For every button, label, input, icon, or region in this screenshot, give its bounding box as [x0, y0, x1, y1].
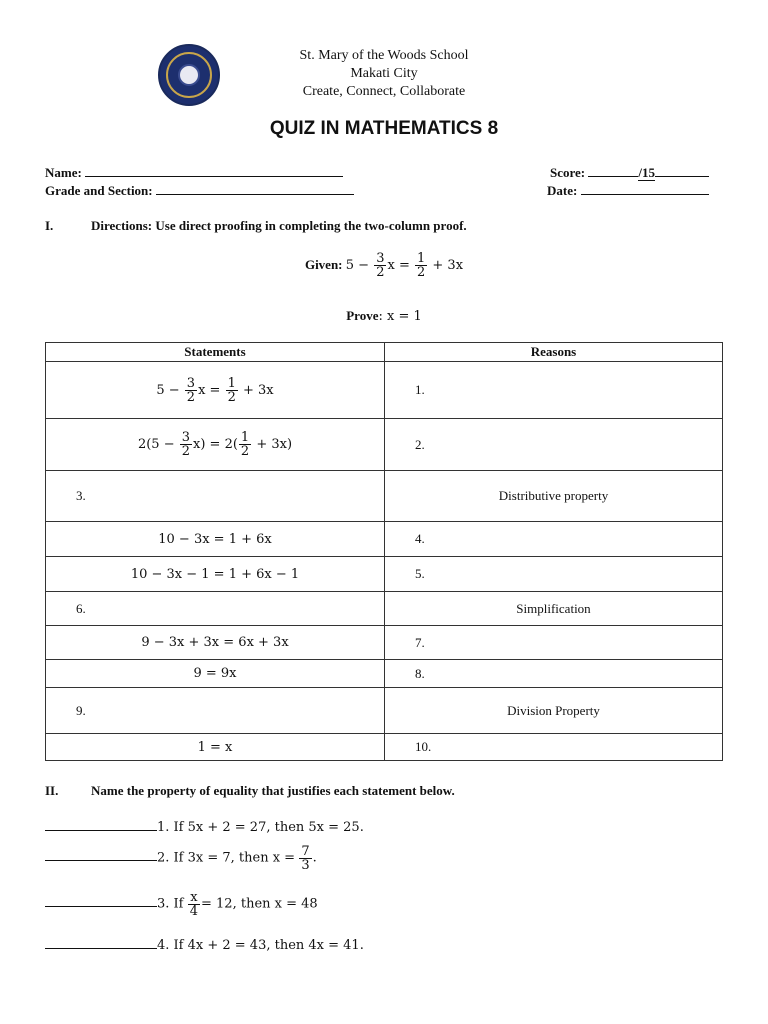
table-row [46, 688, 723, 734]
reason-cell[interactable]: 7. [385, 626, 723, 660]
statement-cell: 9 − 3x + 3x = 6x + 3x [46, 626, 385, 660]
item-text: 3. If [157, 896, 184, 912]
table-row [46, 419, 723, 471]
statement-cell: 5 − $\frac{3}{2}$ x = $\frac{1}{2}$ + 3x [46, 362, 385, 419]
list-item [45, 936, 364, 953]
item-text: 4. If 4x + 2 = 43, then 4x = 41. [157, 938, 364, 953]
date-label: Date: [547, 183, 578, 198]
answer-blank[interactable] [45, 894, 157, 907]
prove-expression: : x = 1 [378, 309, 422, 324]
table-row [46, 660, 723, 688]
list-item [45, 891, 318, 918]
statement-cell: 10 − 3x − 1 = 1 + 6x − 1 [46, 557, 385, 592]
school-name: St. Mary of the Woods School [299, 48, 469, 63]
grade-field[interactable] [45, 182, 354, 199]
part1-directions: Directions: Use direct proofing in completing the two-column proof. [91, 218, 467, 233]
statement-cell: 9 = 9x [46, 660, 385, 688]
statement-cell[interactable]: 3. [46, 471, 385, 522]
reason-cell[interactable]: 4. [385, 522, 723, 557]
grade-blank[interactable] [156, 182, 354, 195]
grade-label: Grade and Section: [45, 183, 153, 198]
prove-label: Prove [346, 308, 379, 323]
name-blank[interactable] [85, 164, 343, 177]
statement-cell[interactable]: 9. [46, 688, 385, 734]
given-expression: 5 − $\frac{3}{2}$ x = $\frac{1}{2}$ + 3x [345, 251, 464, 280]
date-blank[interactable] [581, 182, 709, 195]
table-row [46, 626, 723, 660]
reason-cell: Division Property [385, 688, 723, 734]
answer-blank[interactable] [45, 936, 157, 949]
score-blank[interactable] [588, 164, 638, 177]
score-blank-tail [655, 164, 709, 177]
table-row [46, 362, 723, 419]
reason-cell[interactable]: 8. [385, 660, 723, 688]
prove-line [0, 308, 768, 324]
score-label: Score: [550, 165, 586, 180]
item-text-tail: = 12, then x = 48 [201, 896, 318, 912]
statement-cell: 2(5 − $\frac{3}{2}$ x) = 2( $\frac{1}{2}$ + 3x) [46, 419, 385, 471]
proof-header-row [46, 343, 723, 362]
statement-cell: 10 − 3x = 1 + 6x [46, 522, 385, 557]
statements-header: Statements [46, 343, 385, 362]
given-label: Given: [304, 257, 343, 272]
reason-cell[interactable]: 1. [385, 362, 723, 419]
reason-cell[interactable]: 10. [385, 734, 723, 761]
page-title: QUIZ IN MATHEMATICS 8 [269, 118, 499, 139]
list-item: 2. If 3x = 7, then x = $\frac{7}{3}$ . [45, 845, 317, 872]
statement-cell[interactable]: 6. [46, 592, 385, 626]
table-row [46, 734, 723, 761]
fraction-seven-thirds: $\frac{7}{3}$ [301, 844, 310, 873]
table-row [46, 471, 723, 522]
answer-blank[interactable] [45, 848, 157, 861]
school-city: Makati City [350, 66, 418, 81]
reason-cell[interactable]: 5. [385, 557, 723, 592]
reason-cell: Simplification [385, 592, 723, 626]
list-item [45, 818, 364, 835]
school-motto: Create, Connect, Collaborate [302, 84, 466, 99]
reason-cell[interactable]: 2. [385, 419, 723, 471]
score-total: /15 [638, 165, 656, 180]
name-label: Name: [45, 165, 82, 180]
item-text: 1. If 5x + 2 = 27, then 5x = 25. [157, 820, 364, 835]
table-row [46, 557, 723, 592]
proof-table [45, 342, 723, 761]
part2-directions: Name the property of equality that justifies each statement below. [91, 783, 455, 798]
reasons-header: Reasons [385, 343, 723, 362]
answer-blank[interactable] [45, 818, 157, 831]
reason-cell: Distributive property [385, 471, 723, 522]
name-field[interactable] [45, 164, 343, 181]
table-row [46, 522, 723, 557]
item-text: 2. If 3x = 7, then x = [157, 850, 296, 866]
score-field[interactable] [550, 164, 709, 181]
given-line [0, 252, 768, 279]
part1-number: I. [45, 218, 54, 233]
date-field[interactable] [547, 182, 709, 199]
part2-number: II. [45, 783, 59, 798]
statement-cell: 1 = x [46, 734, 385, 761]
table-row [46, 592, 723, 626]
fraction-x-over-four: $\frac{x}{4}$ [189, 890, 199, 919]
